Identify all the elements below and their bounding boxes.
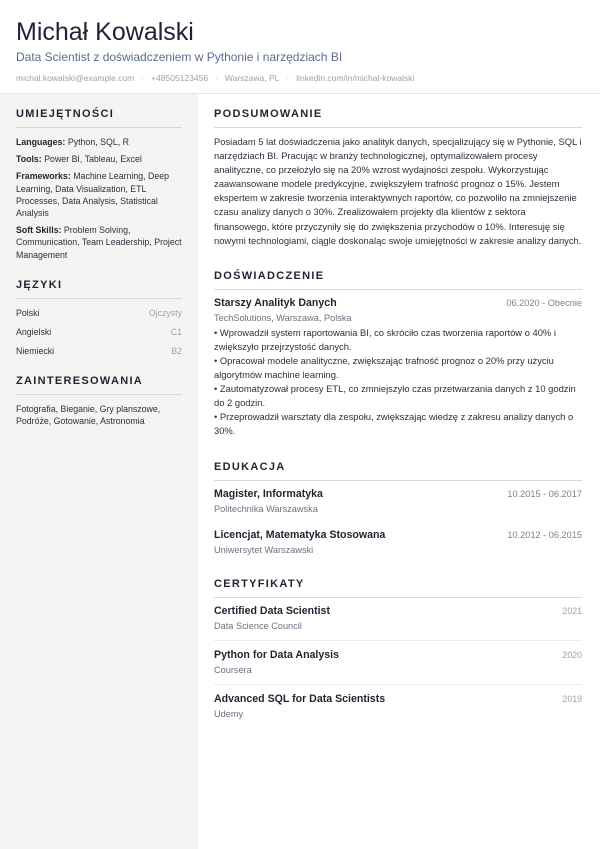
skill-label: Tools: [16,154,42,165]
language-name: Polski [16,307,40,318]
certificate-issuer: Udemy [214,708,244,719]
main-content [198,94,600,849]
job-bullet: • Wprowadził system raportowania BI, co skróciło czas tworzenia raportów o 40% i zwiększyło przejrzystość danych. [214,326,556,352]
job-title: Starszy Analityk Danych [214,296,337,309]
school-name: Politechnika Warszawska [214,503,318,514]
language-row [16,345,182,357]
contact-separator: · [141,73,145,83]
experience-title: DOŚWIADCZENIE [214,270,582,290]
job-dates: 06.2020 - Obecnie [506,297,582,308]
language-name: Angielski [16,326,52,337]
languages-title: JĘZYKI [16,279,182,299]
education-item-header [214,529,582,541]
skills-title: UMIEJĘTNOŚCI [16,108,182,128]
language-level: B2 [171,345,182,356]
education-title: EDUKACJA [214,461,582,481]
skill-tools [16,153,182,165]
certificate-year: 2021 [562,605,582,616]
resume-header [0,0,600,94]
candidate-headline: Data Scientist z doświadczeniem w Pythonie i narzędziach BI [16,50,343,64]
skill-value: Python, SQL, R [67,137,129,147]
certificate-year: 2020 [562,649,582,660]
degree-dates: 10.2012 - 06.2015 [507,529,582,540]
language-row [16,307,182,319]
experience-item [214,297,582,439]
certificate-title: Advanced SQL for Data Scientists [214,692,386,705]
certificate-title: Python for Data Analysis [214,648,339,661]
certificate-header [214,649,582,661]
job-company: TechSolutions, Warszawa, Polska [214,312,352,323]
skill-soft-skills [16,224,182,261]
certificate-header [214,693,582,705]
skill-label: Languages: [16,137,66,147]
job-bullet: • Zautomatyzował procesy ETL, co zmniejszyło czas przetwarzania danych z 10 godzin do 2 godzin. [214,383,576,409]
contact-location: Warszawa, PL [224,73,280,83]
certificate-issuer: Data Science Council [214,620,302,631]
summary-text: Posiadam 5 lat doświadczenia jako analityk danych, specjalizujący się w Pythonie, SQL i narzędziach BI. Pracując w branży technologicznej, optymalizowałem procesy analityczne, co przełożyło się na 20% wzrost wydajności zespołu. Wykorzystując zaawansowane modele predykcyjne, zwiększyłem trafność prognoz o 15%. Jestem ekspertem w zakresie tworzenia interaktywnych raportów, co pozwoliło na zmniejszenie czasu analizy danych o 30%. Zrealizowałem projekty dla klientów z sektora finansowego, które przyczyniły się do zwiększenia przychodów o 10%. Interesuję się nowymi technologiami, ciągle doskonaląc swoje umiejętności w zakresie analizy danych. [214,136,582,246]
certificate-item [214,693,582,728]
school-name: Uniwersytet Warszawski [214,544,314,555]
skill-value: Power BI, Tableau, Excel [44,154,142,165]
certificates-title: CERTYFIKATY [214,578,582,598]
experience-item-header [214,297,582,309]
language-level: C1 [170,326,182,337]
certificate-title: Certified Data Scientist [214,604,330,617]
skill-languages [16,136,182,148]
interests-section [16,375,182,428]
skill-value: Problem Solving, Communication, Team Leadership, Project Management [16,225,182,260]
interests-title: ZAINTERESOWANIA [16,375,182,395]
certificate-header [214,605,582,617]
degree-dates: 10.2015 - 06.2017 [507,488,582,499]
degree-title: Licencjat, Matematyka Stosowana [214,528,386,541]
languages-section [16,279,182,357]
candidate-name: Michał Kowalski [16,18,194,46]
skill-label: Soft Skills: [16,225,62,236]
contact-linkedin[interactable]: linkedin.com/in/michal-kowalski [296,73,415,83]
contact-separator: · [215,73,218,83]
contact-separator: · [286,73,290,83]
skill-frameworks [16,170,182,219]
skill-label: Frameworks: [16,171,71,182]
language-name: Niemiecki [16,345,55,356]
contact-phone[interactable]: +48505123456 [151,73,209,83]
contact-line [16,72,584,84]
skills-section [16,108,182,261]
language-level: Ojczysty [148,307,182,318]
education-item [214,529,582,556]
job-bullets [214,326,582,439]
education-item-header [214,488,582,500]
language-row [16,326,182,338]
contact-email[interactable]: michal.kowalski@example.com [16,73,135,83]
sidebar [0,94,198,849]
education-section [214,461,582,556]
job-bullet: • Opracował modele analityczne, zwiększając trafność prognoz o 20% przy użyciu algorytmów machine learning. [214,354,554,381]
certificates-section [214,578,582,728]
summary-section [214,108,582,248]
certificate-year: 2019 [562,693,582,704]
degree-title: Magister, Informatyka [214,487,323,500]
certificate-item [214,649,582,685]
interests-text: Fotografia, Bieganie, Gry planszowe, Podróże, Gotowanie, Astronomia [16,403,161,427]
job-bullet: • Przeprowadził warsztaty dla zespołu, zwiększając wiedzę z zakresu analizy danych o 30%. [214,411,574,437]
summary-title: PODSUMOWANIE [214,108,582,128]
experience-section [214,270,582,439]
certificate-item [214,605,582,641]
skill-value: Machine Learning, Deep Learning, Data Visualization, ETL Processes, Data Analysis, Statistical Analysis [16,171,170,219]
certificate-issuer: Coursera [214,664,252,675]
education-item [214,488,582,515]
